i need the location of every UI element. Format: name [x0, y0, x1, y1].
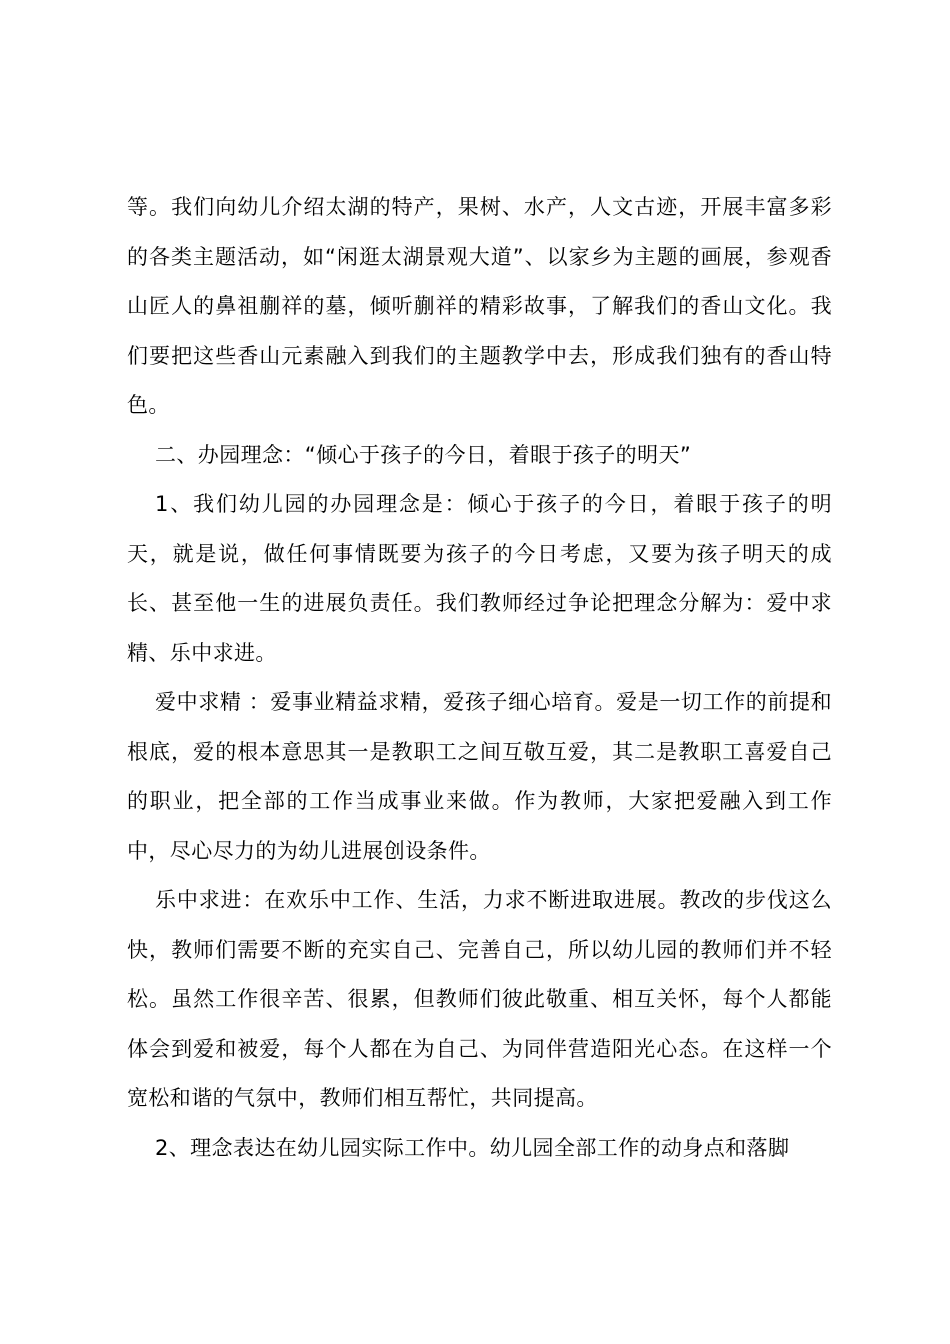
document-body	[127, 183, 832, 1173]
paragraph-1: 等。我们向幼儿介绍太湖的特产，果树、水产，人文古迹，开展丰富多彩的各类主题活动，如“闲逛太湖景观大道”、以家乡为主题的画展，参观香山匠人的鼻祖蒯祥的墓，倾听蒯祥的精彩故事，了解我们的香山文化。我们要把这些香山元素融入到我们的主题教学中去，形成我们独有的香山特色。	[127, 195, 832, 417]
paragraph-5: 2、理念表达在幼儿园实际工作中。幼儿园全部工作的动身点和落脚	[155, 1135, 790, 1160]
paragraph-3: 爱中求精 ：爱事业精益求精，爱孩子细心培育。爱是一切工作的前提和根底，爱的根本意思其一是教职工之间互敬互爱，其二是教职工喜爱自己的职业，把全部的工作当成事业来做。作为教师，大家把爱融入到工作中，尽心尽力的为幼儿进展创设条件。	[127, 690, 832, 863]
paragraph-2: 1、我们幼儿园的办园理念是：倾心于孩子的今日，着眼于孩子的明天，就是说，做任何事情既要为孩子的今日考虑，又要为孩子明天的成长、甚至他一生的进展负责任。我们教师经过争论把理念分解为：爱中求精、乐中求进。	[127, 492, 832, 665]
paragraph-4: 乐中求进：在欢乐中工作、生活，力求不断进取进展。教改的步伐这么快，教师们需要不断的充实自己、完善自己，所以幼儿园的教师们并不轻松。虽然工作很辛苦、很累，但教师们彼此敬重、相互关怀，每个人都能体会到爱和被爱，每个人都在为自己、为同伴营造阳光心态。在这样一个宽松和谐的气氛中，教师们相互帮忙，共同提高。	[127, 888, 832, 1110]
section-heading: 二、办园理念：“倾心于孩子的今日，着眼于孩子的明天”	[155, 442, 692, 467]
